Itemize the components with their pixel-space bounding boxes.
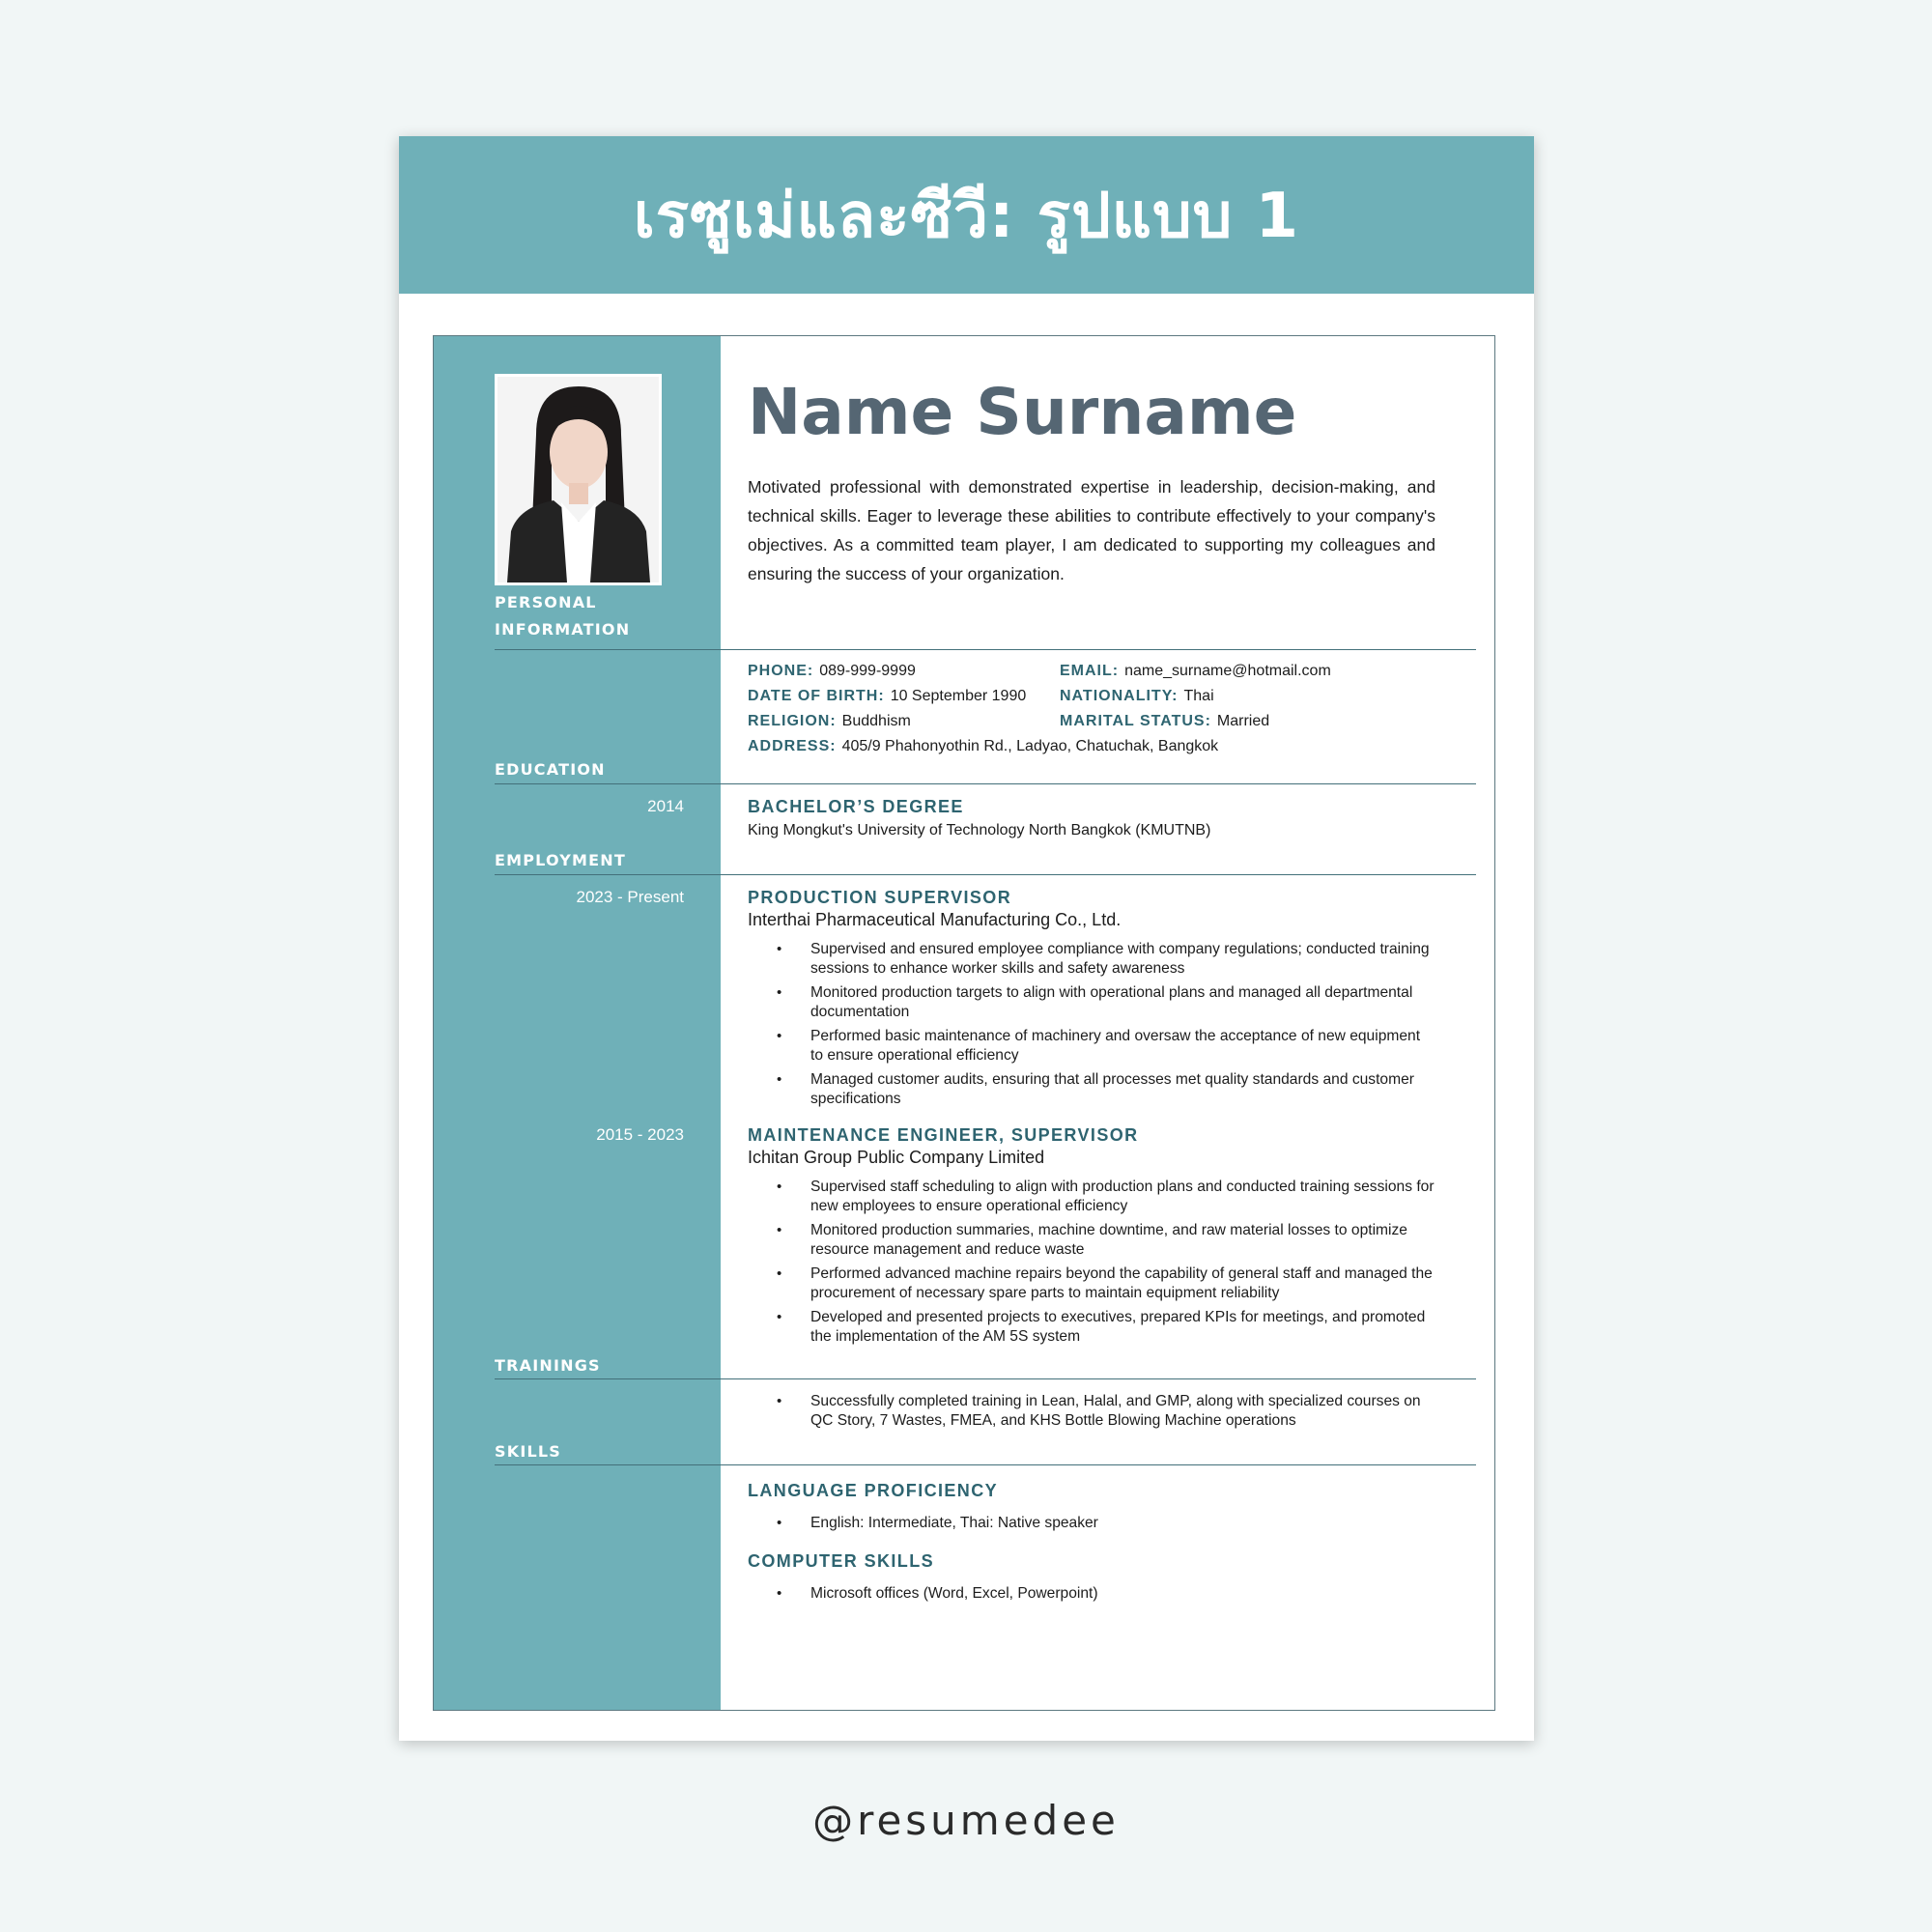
info-phone: [748, 663, 916, 680]
section-label-skills: SKILLS: [495, 1442, 561, 1461]
nationality-label: NATIONALITY:: [1060, 688, 1179, 704]
divider: [495, 1464, 1476, 1465]
job-bullets-2: [748, 1178, 1435, 1351]
marital-label: MARITAL STATUS:: [1060, 713, 1211, 729]
candidate-name: Name Surname: [748, 375, 1297, 449]
brand-handle: @resumedee: [812, 1797, 1120, 1844]
computer-skills-title: COMPUTER SKILLS: [748, 1551, 935, 1571]
sidebar: [434, 336, 721, 1710]
job-title-2: MAINTENANCE ENGINEER, SUPERVISOR: [748, 1125, 1139, 1145]
computer-skills-list: [748, 1584, 1435, 1608]
email-label: EMAIL:: [1060, 663, 1120, 679]
email-value: name_surname@hotmail.com: [1124, 663, 1331, 679]
section-label-personal-information: PERSONAL INFORMATION: [495, 593, 631, 639]
section-label-education: EDUCATION: [495, 760, 606, 779]
divider: [495, 783, 1476, 784]
education-school: King Mongkut's University of Technology North Bangkok (KMUTNB): [748, 822, 1211, 838]
list-item: • Supervised and ensured employee compliance with company regulations; conducted training sessions to enhance worker skills and safety awareness: [748, 940, 1435, 979]
info-email: [1060, 663, 1331, 680]
list-item: • Performed basic maintenance of machinery and oversaw the acceptance of new equipment to ensure operational efficiency: [748, 1027, 1435, 1065]
banner-title: เรซูเม่และซีวี: รูปแบบ 1: [633, 180, 1300, 252]
section-label-trainings: TRAININGS: [495, 1356, 601, 1375]
employment-period-2: 2015 - 2023: [596, 1125, 684, 1144]
section-label-employment: EMPLOYMENT: [495, 851, 626, 869]
nationality-value: Thai: [1183, 688, 1214, 704]
address-label: ADDRESS:: [748, 738, 837, 754]
info-dob: [748, 688, 1026, 705]
marital-value: Married: [1216, 713, 1270, 729]
list-item: • Monitored production targets to align with operational plans and managed all departmental documentation: [748, 983, 1435, 1022]
info-marital-status: [1060, 713, 1269, 730]
list-item: • Performed advanced machine repairs beyond the capability of general staff and managed the procurement of necessary spare parts to maintain equipment reliability: [748, 1264, 1435, 1303]
divider: [495, 649, 1476, 650]
title-banner: [399, 136, 1534, 294]
info-address: [748, 738, 1218, 755]
info-nationality: [1060, 688, 1214, 705]
phone-label: PHONE:: [748, 663, 814, 679]
divider: [495, 874, 1476, 875]
religion-label: RELIGION:: [748, 713, 837, 729]
list-item: • English: Intermediate, Thai: Native speaker: [748, 1514, 1435, 1533]
list-item: • Managed customer audits, ensuring that all processes met quality standards and customer specifications: [748, 1070, 1435, 1109]
job-bullets-1: [748, 940, 1435, 1114]
education-degree: BACHELOR’S DEGREE: [748, 797, 964, 816]
education-year: 2014: [647, 797, 684, 815]
list-item: • Successfully completed training in Lean, Halal, and GMP, along with specialized courses on QC Story, 7 Wastes, FMEA, and KHS Bottle Blowing Machine operations: [748, 1392, 1435, 1431]
phone-value: 089-999-9999: [819, 663, 916, 679]
list-item: • Developed and presented projects to executives, prepared KPIs for meetings, and promoted the implementation of the AM 5S system: [748, 1308, 1435, 1347]
job-title-1: PRODUCTION SUPERVISOR: [748, 888, 1012, 907]
list-item: • Supervised staff scheduling to align with production plans and conducted training sessions for new employees to ensure operational efficiency: [748, 1178, 1435, 1216]
language-list: [748, 1514, 1435, 1538]
resume-document: [433, 335, 1495, 1711]
job-company-1: Interthai Pharmaceutical Manufacturing Co., Ltd.: [748, 910, 1122, 929]
dob-value: 10 September 1990: [890, 688, 1027, 704]
employment-period-1: 2023 - Present: [576, 888, 684, 906]
profile-summary: Motivated professional with demonstrated expertise in leadership, decision-making, and technical skills. Eager to leverage these abilities to contribute effectively to your company's objectives. As a committed team player, I am dedicated to supporting my colleagues and ensuring the success of your organization.: [748, 477, 1435, 583]
profile-photo: [495, 374, 662, 585]
info-religion: [748, 713, 911, 730]
divider: [495, 1378, 1476, 1379]
job-company-2: Ichitan Group Public Company Limited: [748, 1148, 1045, 1167]
address-value: 405/9 Phahonyothin Rd., Ladyao, Chatuchak, Bangkok: [841, 738, 1219, 754]
list-item: • Monitored production summaries, machine downtime, and raw material losses to optimize resource management and reduce waste: [748, 1221, 1435, 1260]
training-list: [748, 1392, 1435, 1435]
religion-value: Buddhism: [841, 713, 911, 729]
list-item: • Microsoft offices (Word, Excel, Powerpoint): [748, 1584, 1435, 1604]
resume-card: [399, 136, 1534, 1741]
language-proficiency-title: LANGUAGE PROFICIENCY: [748, 1481, 999, 1500]
dob-label: DATE OF BIRTH:: [748, 688, 885, 704]
